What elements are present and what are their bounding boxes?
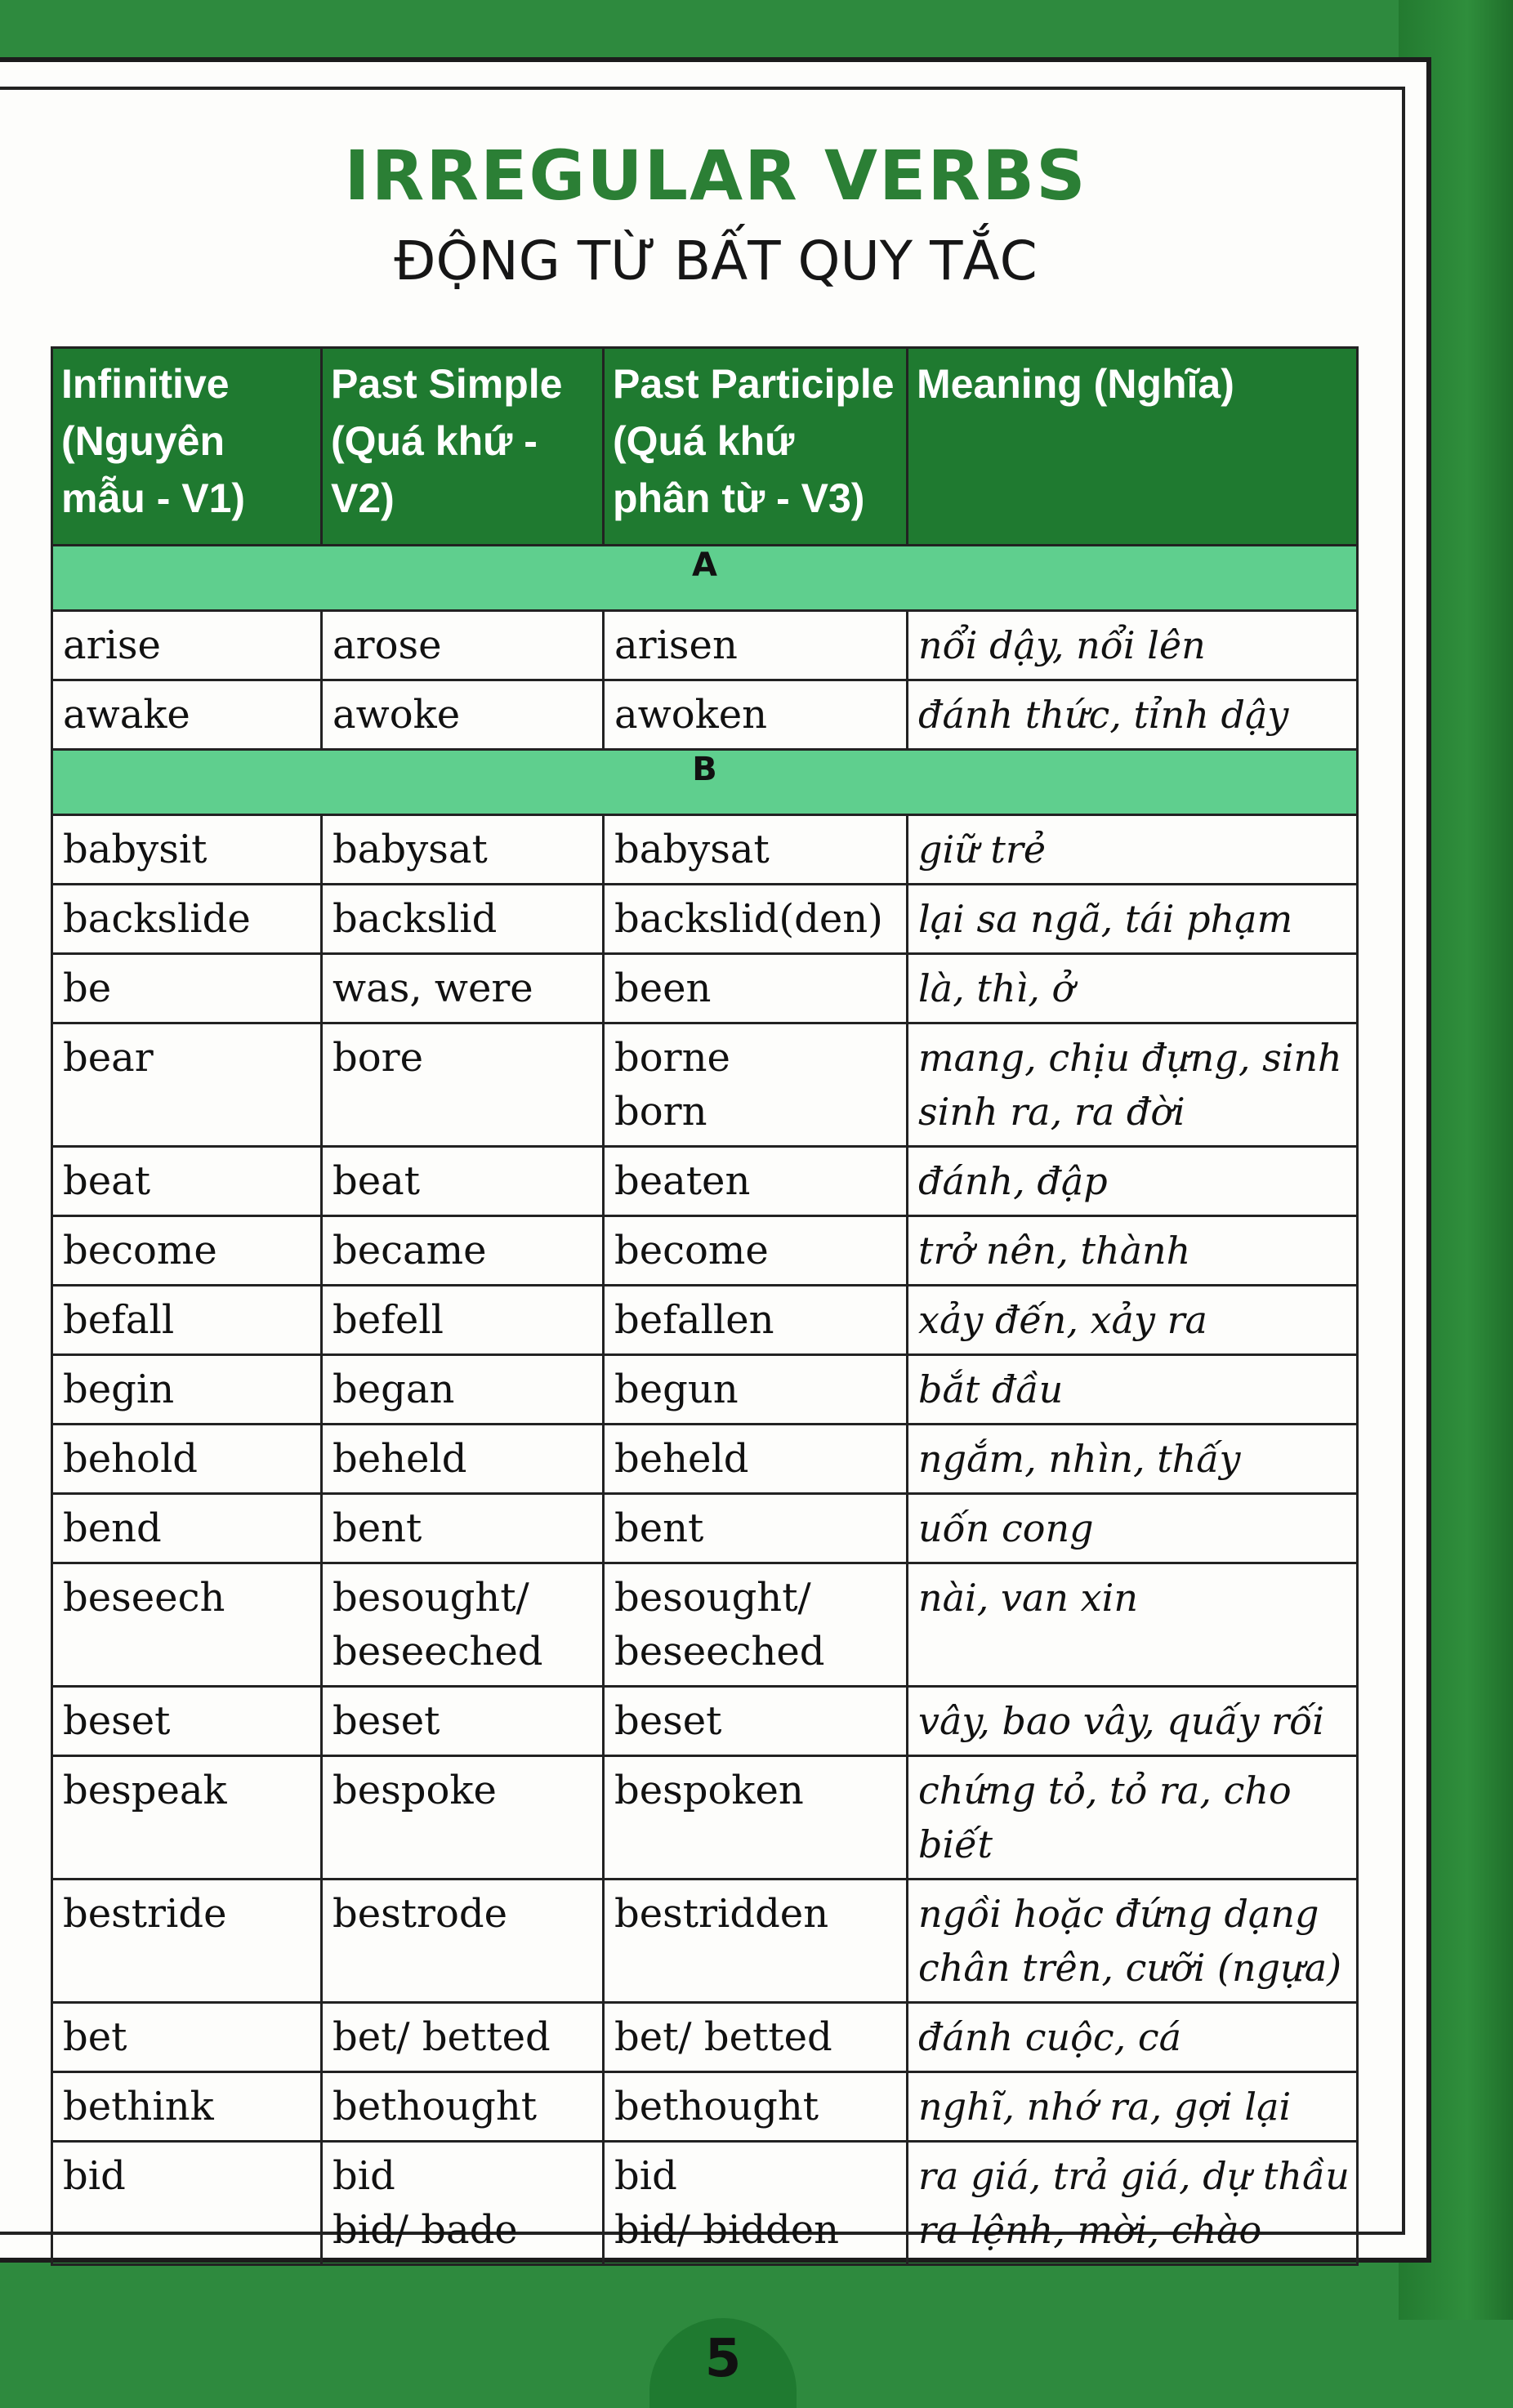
past-participle-cell: been: [604, 954, 908, 1023]
meaning-cell: là, thì, ở: [908, 954, 1358, 1023]
header-past-participle: Past Participle (Quá khứ phân từ - V3): [604, 348, 908, 546]
header-infinitive: Infinitive (Nguyên mẫu - V1): [52, 348, 322, 546]
past-simple-cell: beset: [322, 1687, 604, 1756]
cell-line: bid/ bade: [333, 2207, 518, 2253]
past-participle-cell: babysat: [604, 815, 908, 885]
past-simple-cell: backslid: [322, 885, 604, 954]
verb-row: [52, 1023, 1358, 1147]
past-simple-cell: beat: [322, 1147, 604, 1216]
verb-row: [52, 1286, 1358, 1355]
past-simple-cell: bespoke: [322, 1756, 604, 1880]
infinitive-cell: bid: [52, 2142, 322, 2265]
title-english: IRREGULAR VERBS: [344, 136, 1087, 216]
meaning-cell: xảy đến, xảy ra: [908, 1286, 1358, 1355]
verb-row: [52, 2003, 1358, 2072]
verb-row: [52, 1687, 1358, 1756]
past-participle-cell: bespoken: [604, 1756, 908, 1880]
infinitive-cell: bestride: [52, 1880, 322, 2003]
cell-line: chân trên, cưỡi (ngựa): [918, 1946, 1342, 1990]
past-participle-cell: become: [604, 1216, 908, 1286]
past-participle-cell: [604, 2142, 908, 2265]
past-simple-cell: became: [322, 1216, 604, 1286]
irregular-verbs-table: [51, 346, 1359, 2266]
page-number: 5: [649, 2318, 797, 2408]
infinitive-cell: begin: [52, 1355, 322, 1425]
cell-line: besought/: [614, 1575, 811, 1621]
past-simple-cell: awoke: [322, 680, 604, 750]
meaning-cell: đánh cuộc, cá: [908, 2003, 1358, 2072]
past-simple-cell: bestrode: [322, 1880, 604, 2003]
past-simple-cell: [322, 1563, 604, 1687]
cell-line: ngồi hoặc đứng dạng: [918, 1892, 1319, 1936]
section-letter: B: [52, 750, 1358, 815]
past-participle-cell: arisen: [604, 611, 908, 680]
infinitive-cell: beseech: [52, 1563, 322, 1687]
past-participle-cell: beaten: [604, 1147, 908, 1216]
table-header-row: [52, 348, 1358, 546]
cell-line: besought/: [333, 1575, 529, 1621]
meaning-cell: lại sa ngã, tái phạm: [908, 885, 1358, 954]
verb-row: [52, 1494, 1358, 1563]
infinitive-cell: beat: [52, 1147, 322, 1216]
infinitive-cell: be: [52, 954, 322, 1023]
past-simple-cell: [322, 2142, 604, 2265]
book-page: [0, 57, 1431, 2389]
header-meaning: Meaning (Nghĩa): [908, 348, 1358, 546]
infinitive-cell: behold: [52, 1425, 322, 1494]
past-participle-cell: [604, 1563, 908, 1687]
past-participle-cell: befallen: [604, 1286, 908, 1355]
verb-row: [52, 1147, 1358, 1216]
meaning-cell: [908, 1880, 1358, 2003]
section-row: [52, 750, 1358, 815]
cell-line: borne: [614, 1035, 730, 1081]
verb-row: [52, 680, 1358, 750]
cell-line: ra giá, trả giá, dự thầu: [918, 2154, 1350, 2198]
cell-line: ra lệnh, mời, chào: [918, 2208, 1262, 2252]
meaning-cell: nổi dậy, nổi lên: [908, 611, 1358, 680]
meaning-cell: [908, 1023, 1358, 1147]
verb-row: [52, 1756, 1358, 1880]
past-simple-cell: bore: [322, 1023, 604, 1147]
past-participle-cell: [604, 1023, 908, 1147]
cell-line: sinh ra, ra đời: [918, 1090, 1185, 1134]
past-simple-cell: bent: [322, 1494, 604, 1563]
past-simple-cell: began: [322, 1355, 604, 1425]
meaning-cell: nghĩ, nhớ ra, gợi lại: [908, 2072, 1358, 2142]
past-simple-cell: bet/ betted: [322, 2003, 604, 2072]
verb-row: [52, 885, 1358, 954]
verb-row: [52, 954, 1358, 1023]
infinitive-cell: bespeak: [52, 1756, 322, 1880]
meaning-cell: bắt đầu: [908, 1355, 1358, 1425]
past-participle-cell: bethought: [604, 2072, 908, 2142]
past-participle-cell: begun: [604, 1355, 908, 1425]
verb-row: [52, 1216, 1358, 1286]
meaning-cell: trở nên, thành: [908, 1216, 1358, 1286]
meaning-cell: chứng tỏ, tỏ ra, cho biết: [908, 1756, 1358, 1880]
cell-line: beseeched: [614, 1629, 825, 1674]
past-participle-cell: awoken: [604, 680, 908, 750]
past-simple-cell: was, were: [322, 954, 604, 1023]
infinitive-cell: bet: [52, 2003, 322, 2072]
infinitive-cell: beset: [52, 1687, 322, 1756]
past-participle-cell: bestridden: [604, 1880, 908, 2003]
past-participle-cell: bent: [604, 1494, 908, 1563]
infinitive-cell: bear: [52, 1023, 322, 1147]
past-simple-cell: babysat: [322, 815, 604, 885]
infinitive-cell: become: [52, 1216, 322, 1286]
meaning-cell: [908, 2142, 1358, 2265]
meaning-cell: vây, bao vây, quấy rối: [908, 1687, 1358, 1756]
past-simple-cell: bethought: [322, 2072, 604, 2142]
cell-line: bid: [333, 2153, 395, 2199]
verb-row: [52, 1355, 1358, 1425]
verb-row: [52, 611, 1358, 680]
title-vietnamese: ĐỘNG TỪ BẤT QUY TẮC: [394, 230, 1038, 292]
meaning-cell: đánh, đập: [908, 1147, 1358, 1216]
infinitive-cell: awake: [52, 680, 322, 750]
past-simple-cell: arose: [322, 611, 604, 680]
past-participle-cell: backslid(den): [604, 885, 908, 954]
past-participle-cell: beheld: [604, 1425, 908, 1494]
verb-row: [52, 1563, 1358, 1687]
meaning-cell: ngắm, nhìn, thấy: [908, 1425, 1358, 1494]
verb-row: [52, 2142, 1358, 2265]
past-simple-cell: befell: [322, 1286, 604, 1355]
past-simple-cell: beheld: [322, 1425, 604, 1494]
infinitive-cell: bend: [52, 1494, 322, 1563]
cell-line: born: [614, 1089, 707, 1135]
past-participle-cell: beset: [604, 1687, 908, 1756]
infinitive-cell: bethink: [52, 2072, 322, 2142]
verb-row: [52, 815, 1358, 885]
header-past-simple: Past Simple (Quá khứ - V2): [322, 348, 604, 546]
past-participle-cell: bet/ betted: [604, 2003, 908, 2072]
cell-line: beseeched: [333, 1629, 543, 1674]
meaning-cell: giữ trẻ: [908, 815, 1358, 885]
meaning-cell: đánh thức, tỉnh dậy: [908, 680, 1358, 750]
meaning-cell: uốn cong: [908, 1494, 1358, 1563]
cell-line: bid: [614, 2153, 677, 2199]
infinitive-cell: babysit: [52, 815, 322, 885]
infinitive-cell: arise: [52, 611, 322, 680]
section-letter: A: [52, 546, 1358, 611]
cell-line: bid/ bidden: [614, 2207, 840, 2253]
section-row: [52, 546, 1358, 611]
cell-line: mang, chịu đựng, sinh: [918, 1036, 1342, 1080]
infinitive-cell: backslide: [52, 885, 322, 954]
verb-row: [52, 1880, 1358, 2003]
verb-row: [52, 2072, 1358, 2142]
verb-row: [52, 1425, 1358, 1494]
table-body: [52, 546, 1358, 2265]
infinitive-cell: befall: [52, 1286, 322, 1355]
meaning-cell: nài, van xin: [908, 1563, 1358, 1687]
